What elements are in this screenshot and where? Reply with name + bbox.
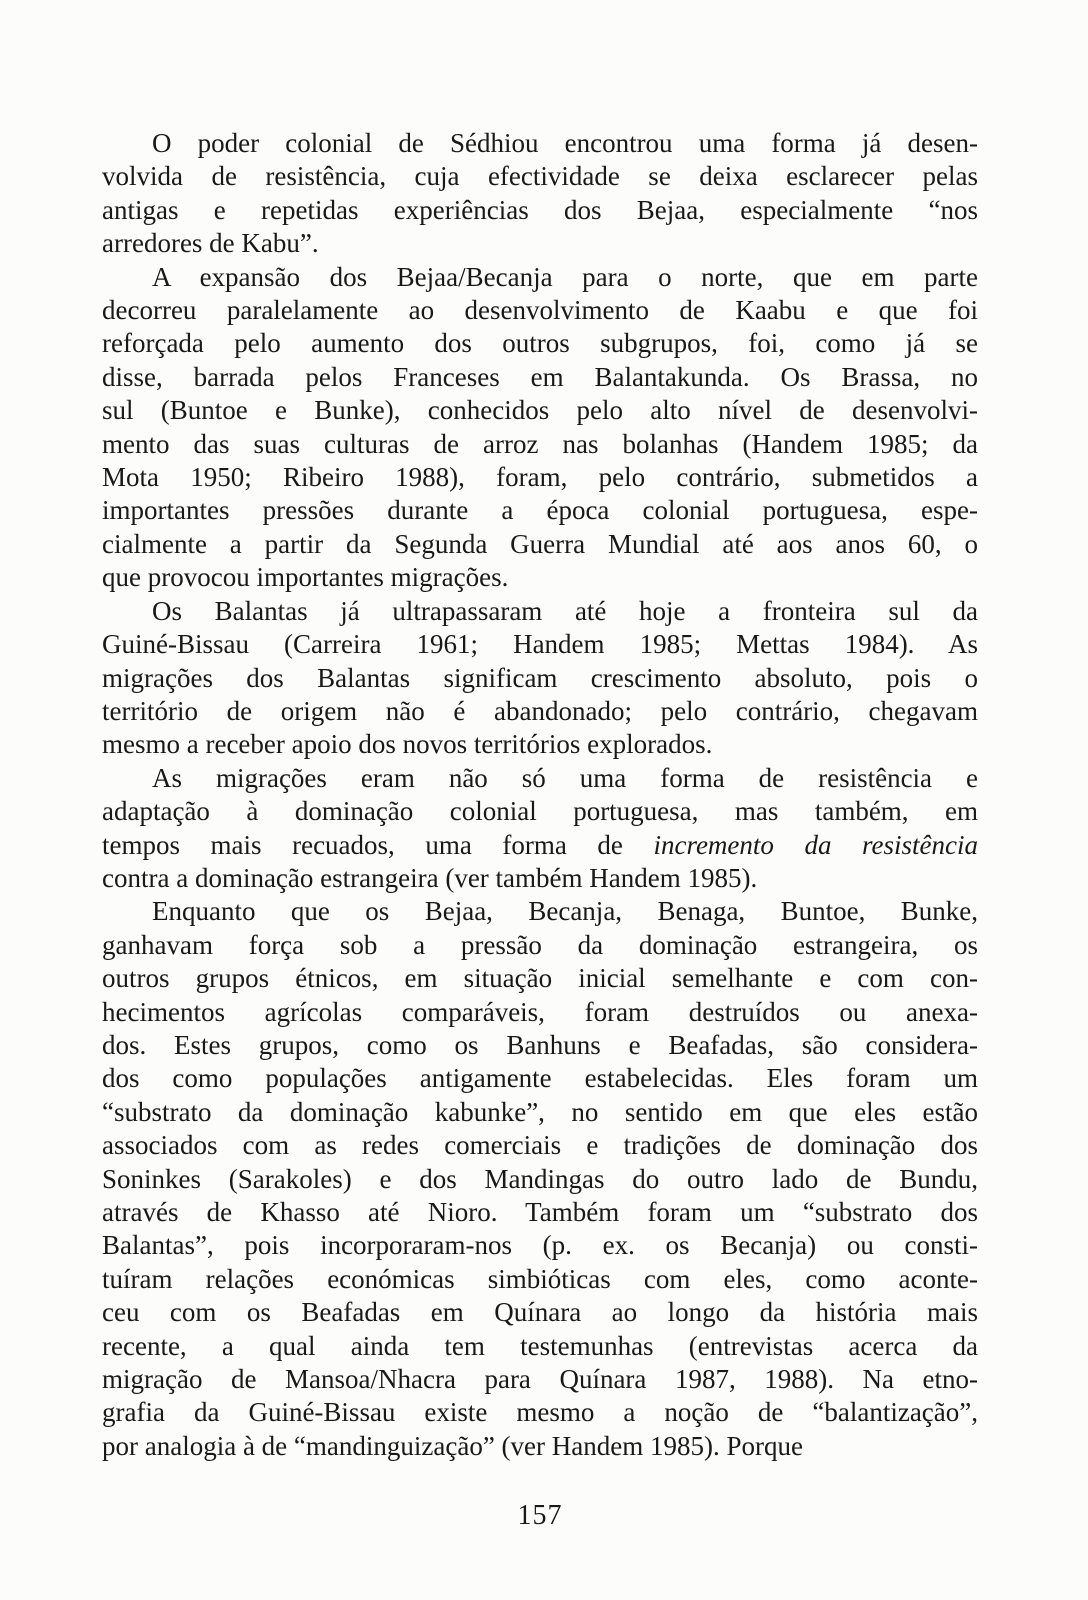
text-line: [102, 795, 978, 828]
text-line: [102, 895, 978, 928]
text-segment: volvida de resistência, cuja efectividade se deixa esclarecer pelas: [102, 161, 978, 192]
text-segment: importantes pressões durante a época colonial portuguesa, espe-: [102, 495, 978, 526]
text-segment: disse, barrada pelos Franceses em Balantakunda. Os Brassa, no: [102, 361, 978, 392]
text-segment: ceu com os Beafadas em Quínara ao longo da história mais: [102, 1297, 978, 1328]
text-segment: dos. Estes grupos, como os Banhuns e Beafadas, são considera-: [102, 1029, 978, 1060]
text-line: [102, 762, 978, 795]
text-line: [102, 361, 978, 394]
text-line: [102, 1330, 978, 1363]
text-line: [102, 862, 978, 895]
text-line: [102, 1396, 978, 1429]
text-line: [102, 428, 978, 461]
text-segment: território de origem não é abandonado; pelo contrário, chegavam: [102, 695, 978, 726]
text-segment: Balantas”, pois incorporaram-nos (p. ex. os Becanja) ou consti-: [102, 1230, 978, 1261]
text-segment: reforçada pelo aumento dos outros subgrupos, foi, como já se: [102, 328, 978, 359]
text-segment: As migrações eram não só uma forma de resistência e: [152, 762, 978, 793]
text-segment: Soninkes (Sarakoles) e dos Mandingas do outro lado de Bundu,: [102, 1163, 978, 1194]
text-segment: “substrato da dominação kabunke”, no sentido em que eles estão: [102, 1096, 978, 1127]
text-segment: tuíram relações económicas simbióticas com eles, como aconte-: [102, 1263, 978, 1294]
text-line: [102, 1296, 978, 1329]
text-segment: decorreu paralelamente ao desenvolvimento de Kaabu e que foi: [102, 295, 978, 326]
text-line: [102, 1096, 978, 1129]
text-segment: sul (Buntoe e Bunke), conhecidos pelo alto nível de desenvolvi-: [102, 395, 978, 426]
text-segment: Os Balantas já ultrapassaram até hoje a fronteira sul da: [152, 595, 978, 626]
text-line: [102, 1062, 978, 1095]
text-line: [102, 227, 978, 260]
text-line: [102, 829, 978, 862]
text-line: [102, 1263, 978, 1296]
text-segment: que provocou importantes migrações.: [102, 562, 509, 593]
text-line: [102, 728, 978, 761]
text-line: [102, 1229, 978, 1262]
text-line: [102, 996, 978, 1029]
text-line: [102, 261, 978, 294]
text-line: [102, 528, 978, 561]
text-segment: grafia da Guiné-Bissau existe mesmo a noção de “balantização”,: [102, 1397, 978, 1428]
text-segment: ganhavam força sob a pressão da dominação estrangeira, os: [102, 929, 978, 960]
text-line: [102, 1196, 978, 1229]
text-segment: Guiné-Bissau (Carreira 1961; Handem 1985; Mettas 1984). As: [102, 629, 978, 660]
text-segment: migrações dos Balantas significam crescimento absoluto, pois o: [102, 662, 978, 693]
paragraph: [102, 127, 978, 261]
text-line: [102, 160, 978, 193]
text-line: [102, 662, 978, 695]
text-segment: A expansão dos Bejaa/Becanja para o norte, que em parte: [152, 261, 978, 292]
text-line: [102, 1363, 978, 1396]
text-line: [102, 194, 978, 227]
text-line: [102, 595, 978, 628]
text-segment: através de Khasso até Nioro. Também foram um “substrato dos: [102, 1197, 978, 1227]
page-number: 157: [517, 1500, 563, 1531]
text-segment: associados com as redes comerciais e tradições de dominação dos: [102, 1130, 978, 1161]
text-line: [102, 461, 978, 494]
text-segment: tempos mais recuados, uma forma de: [102, 829, 654, 860]
text-line: [102, 294, 978, 327]
text-line: [102, 929, 978, 962]
text-line: [102, 561, 978, 594]
text-line: [102, 1163, 978, 1196]
paragraph: [102, 762, 978, 896]
text-line: [102, 1129, 978, 1162]
italic-text-segment: incremento da resistência: [653, 829, 978, 860]
text-line: [102, 127, 978, 160]
text-segment: mento das suas culturas de arroz nas bolanhas (Handem 1985; da: [102, 428, 978, 459]
text-line: [102, 628, 978, 661]
text-segment: outros grupos étnicos, em situação inicial semelhante e com con-: [102, 963, 978, 994]
text-segment: antigas e repetidas experiências dos Bejaa, especialmente “nos: [102, 194, 978, 225]
text-segment: dos como populações antigamente estabelecidas. Eles foram um: [102, 1063, 978, 1094]
text-segment: recente, a qual ainda tem testemunhas (entrevistas acerca da: [102, 1330, 978, 1361]
text-line: [102, 327, 978, 360]
text-segment: adaptação à dominação colonial portuguesa, mas também, em: [102, 796, 978, 827]
text-segment: Mota 1950; Ribeiro 1988), foram, pelo contrário, submetidos a: [102, 462, 978, 493]
text-segment: por analogia à de “mandinguização” (ver Handem 1985). Porque: [102, 1430, 803, 1461]
text-segment: migração de Mansoa/Nhacra para Quínara 1987, 1988). Na etno-: [102, 1364, 978, 1395]
text-line: [102, 962, 978, 995]
text-block: [102, 127, 978, 1463]
text-line: [102, 494, 978, 527]
text-segment: hecimentos agrícolas comparáveis, foram destruídos ou anexa-: [102, 996, 978, 1027]
text-line: [102, 695, 978, 728]
text-segment: arredores de Kabu”.: [102, 228, 319, 259]
text-line: [102, 1029, 978, 1062]
text-segment: cialmente a partir da Segunda Guerra Mundial até aos anos 60, o: [102, 528, 978, 559]
text-line: [102, 1430, 978, 1463]
paragraph: [102, 895, 978, 1463]
paragraph: [102, 595, 978, 762]
text-segment: contra a dominação estrangeira (ver também Handem 1985).: [102, 862, 758, 893]
text-line: [102, 394, 978, 427]
paragraph: [102, 261, 978, 595]
text-segment: O poder colonial de Sédhiou encontrou uma forma já desen-: [152, 128, 978, 158]
text-segment: mesmo a receber apoio dos novos territórios explorados.: [102, 729, 713, 760]
text-segment: Enquanto que os Bejaa, Becanja, Benaga, Buntoe, Bunke,: [152, 896, 978, 927]
